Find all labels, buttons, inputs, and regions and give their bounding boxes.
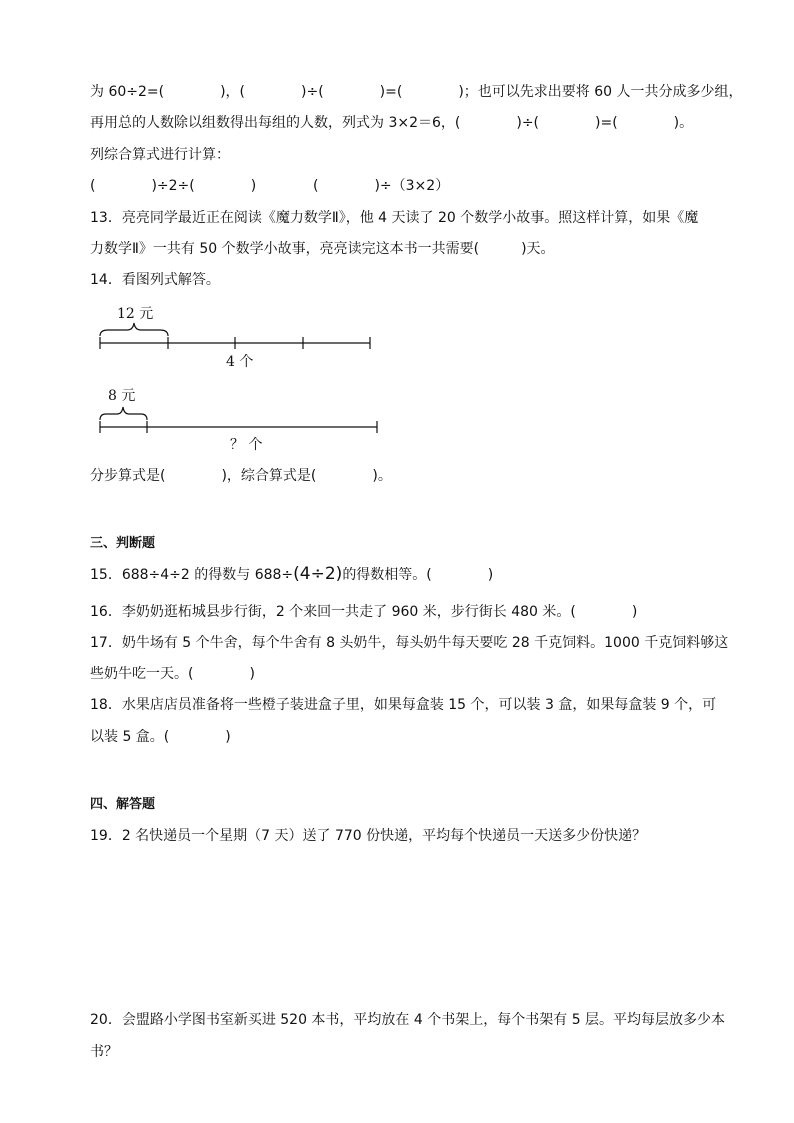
q12-expr-a: ( )÷2÷( ) (90, 178, 257, 194)
d2-brace (100, 407, 147, 420)
q19: 19．2 名快递员一个星期（7 天）送了 770 份快递，平均每个快递员一天送多少份快递？ (90, 828, 647, 844)
q15-part-a: 15．688÷4÷2 的得数与 688÷ (90, 567, 294, 583)
q15-part-b: 的得数相等。( ) (342, 567, 494, 583)
q12-line-1: 为 60÷2=( )，( )÷( )=( )；也可以先求出要将 60 人一共分成多少组， (90, 84, 743, 100)
q14-title: 14．看图列式解答。 (90, 272, 220, 288)
q13-line-2: 力数学Ⅱ》一共有 50 个数学小故事，亮亮读完这本书一共需要( )天。 (90, 241, 555, 257)
q16: 16．李奶奶逛柘城县步行街，2 个来回一共走了 960 米，步行街长 480 米。( ) (90, 604, 638, 620)
d1-brace-label: 12 元 (117, 306, 154, 322)
q15 (90, 564, 493, 585)
section-3-heading: 三、判断题 (90, 536, 156, 551)
d2-brace-label: 8 元 (108, 388, 136, 404)
q13-line-1: 13．亮亮同学最近正在阅读《魔力数学Ⅱ》，他 4 天读了 20 个数学小故事。照这样计算，如果《魔 (90, 210, 699, 226)
q18-line-1: 18．水果店店员准备将一些橙子装进盒子里，如果每盒装 15 个，可以装 3 盒，如果每盒装 9 个，可 (90, 697, 717, 713)
q12-expr-b: ( )÷（3×2） (313, 178, 450, 194)
d1-brace (100, 323, 168, 336)
section-4-heading: 四、解答题 (90, 797, 156, 812)
q12-line-2: 再用总的人数除以组数得出每组的人数，列式为 3×2＝6，( )÷( )=( )。 (90, 115, 694, 131)
q15-expression: (4÷2) (293, 564, 343, 584)
q14-answer: 分步算式是( )，综合算式是( )。 (90, 468, 392, 484)
q20-line-1: 20．会盟路小学图书室新买进 520 本书，平均放在 4 个书架上，每个书架有 5 层。平均每层放多少本 (90, 1012, 726, 1028)
q17-line-2: 些奶牛吃一天。( ) (90, 666, 255, 682)
q17-line-1: 17．奶牛场有 5 个牛舍，每个牛舍有 8 头奶牛，每头奶牛每天要吃 28 千克饲料。1000 千克饲料够这 (90, 635, 729, 651)
d1-count-label: 4 个 (226, 354, 254, 370)
q20-line-2: 书？ (90, 1044, 118, 1060)
q18-line-2: 以装 5 盒。( ) (90, 729, 231, 745)
d2-count-label: ？ 个 (230, 437, 263, 453)
q12-line-3: 列综合算式进行计算： (90, 147, 230, 163)
